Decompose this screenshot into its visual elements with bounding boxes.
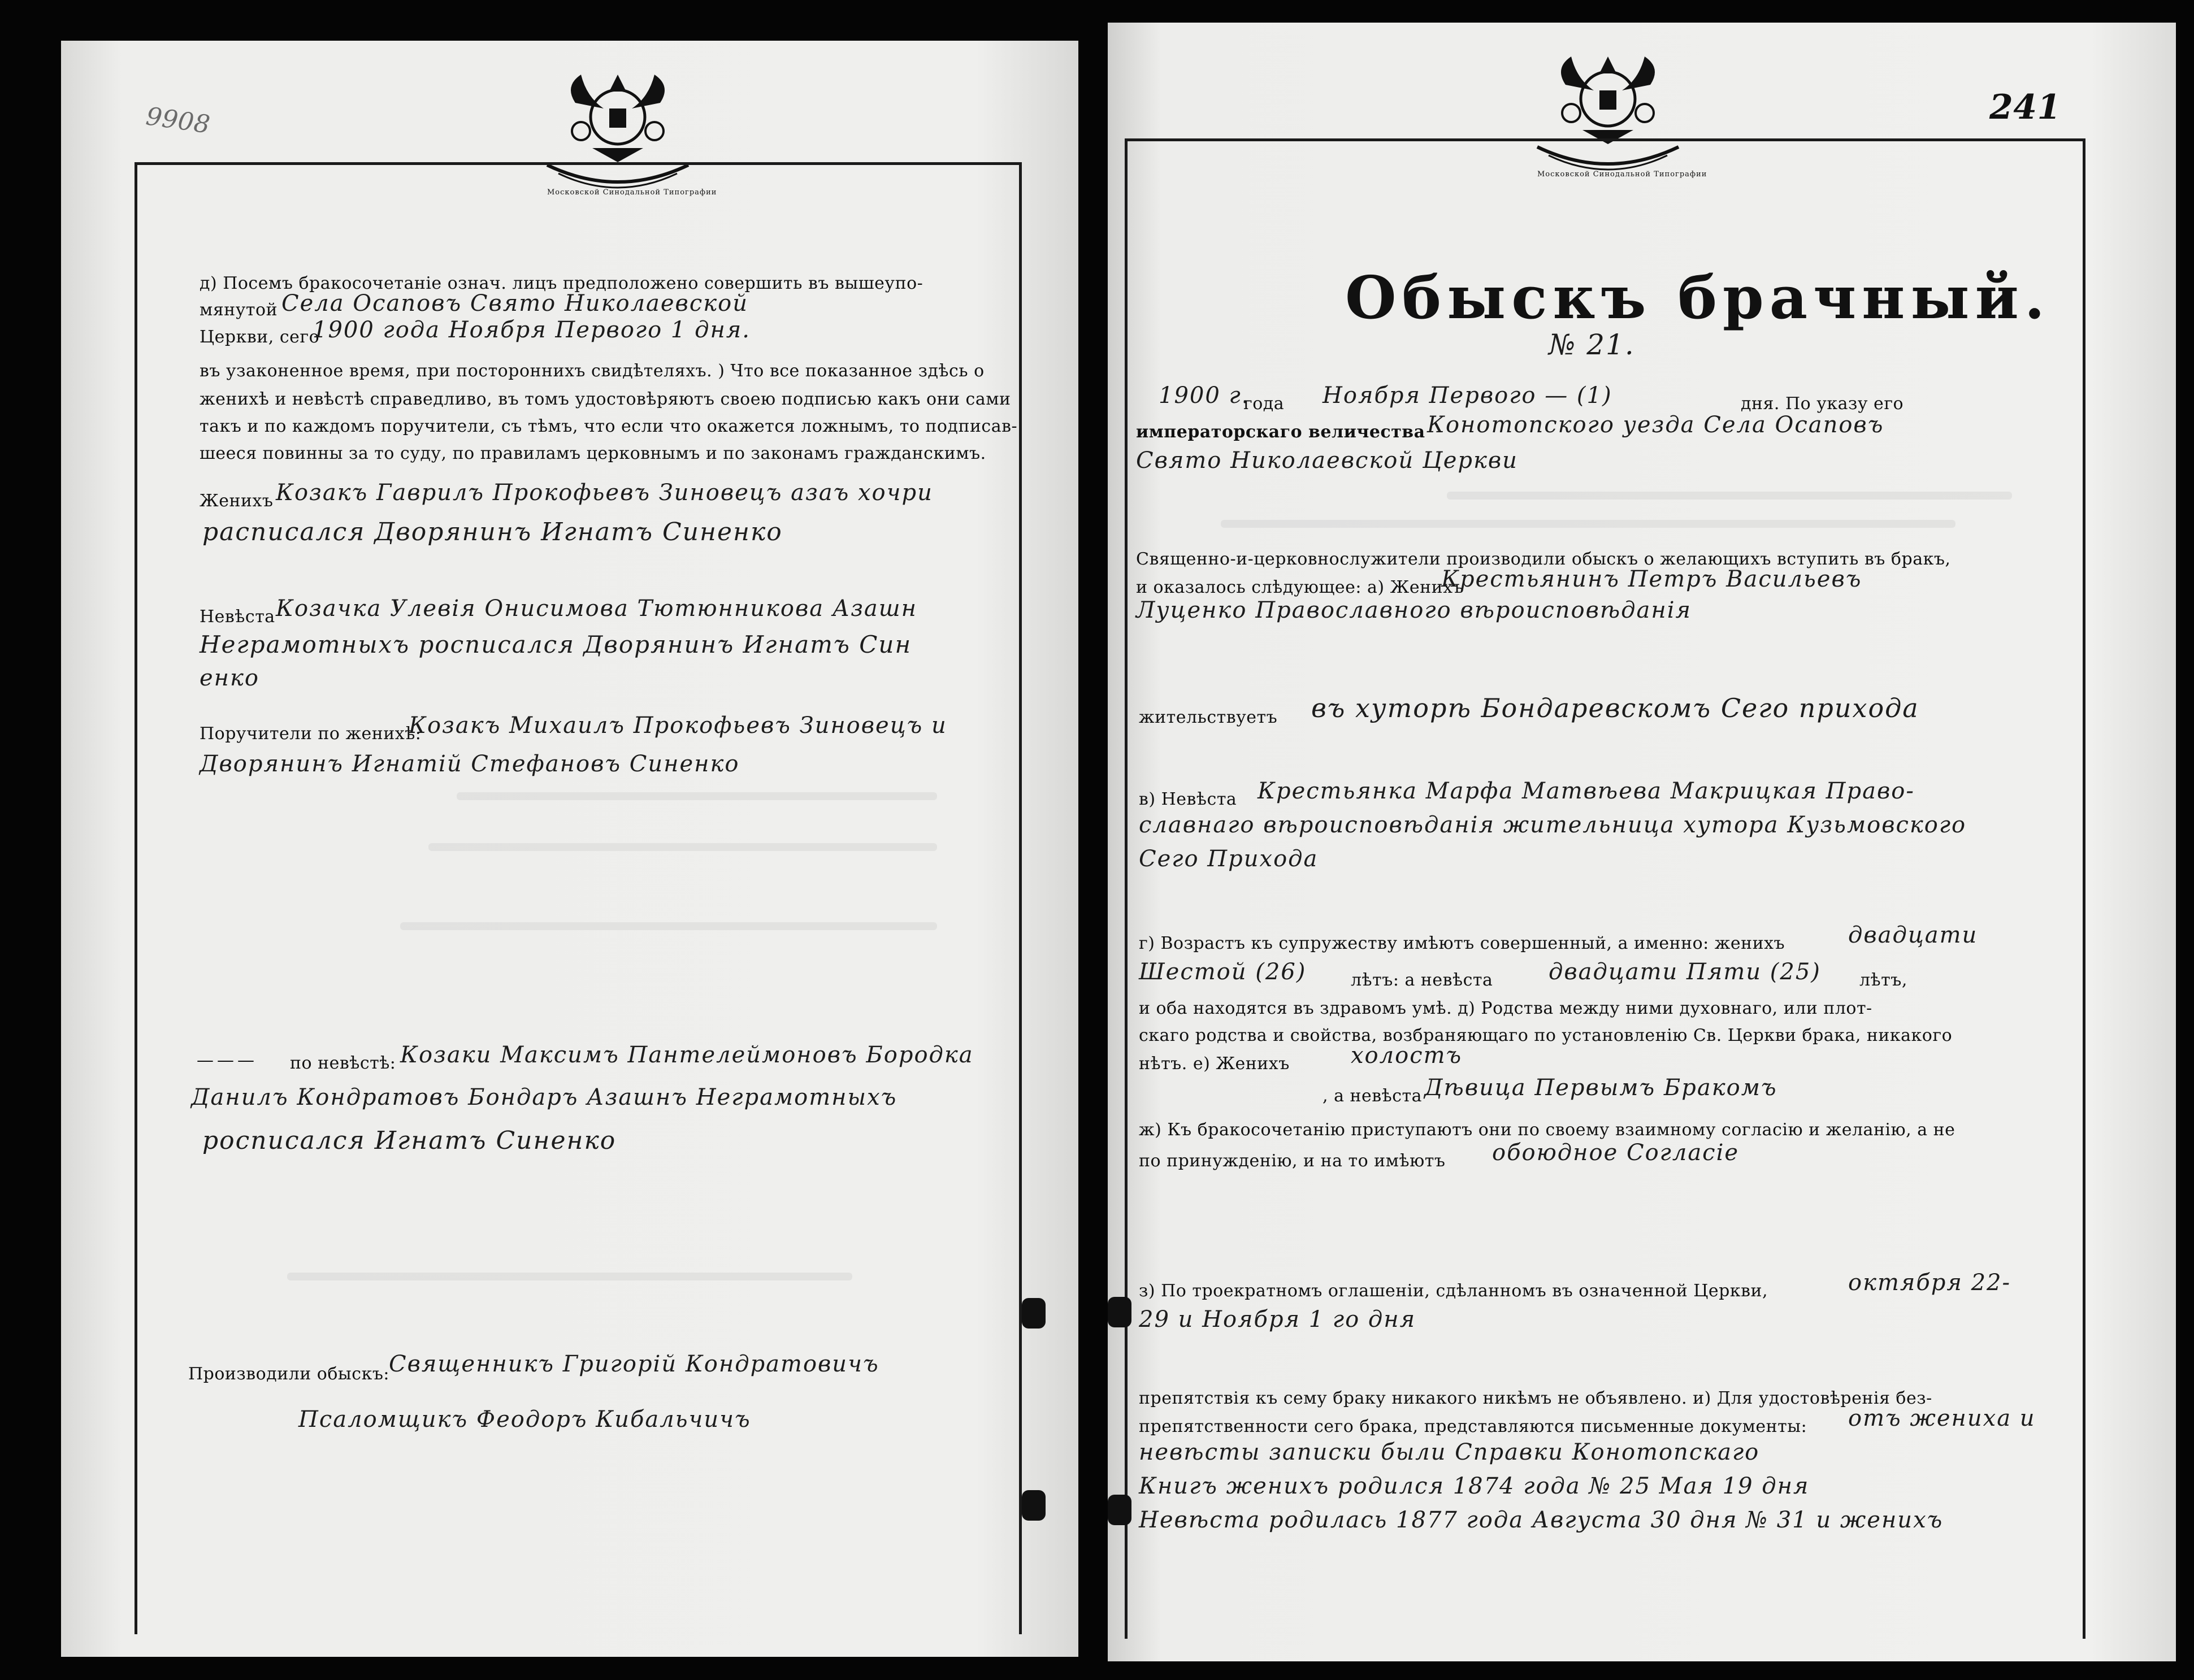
bride-handwriting-1: Козачка Улевiя Онисимова Тютюнникова Азашн <box>276 596 918 622</box>
consent-clause-1: ж) Къ бракосочетанiю приступаютъ они по своему взаимному согласiю и желанiю, а не <box>1139 1120 1955 1140</box>
parish-handwriting-1: Конотопского уезда Села Осаповъ <box>1427 412 1884 438</box>
bleed-through-text <box>1447 492 2012 500</box>
guarantors-bride-handwriting-2: Данилъ Кондратовъ Бондаръ Азашнъ Неграмотныхъ <box>191 1084 897 1110</box>
groom-label: и оказалось слѣдующее: а) Женихъ <box>1136 578 1464 597</box>
documents-handwriting-4: Невѣста родилась 1877 года Августа 30 дня № 31 и женихъ <box>1139 1507 1944 1533</box>
years-label: лѣтъ, <box>1859 970 1907 990</box>
groom-handwriting-1: Козакъ Гаврилъ Прокофьевъ Зиновецъ азаъ хочри <box>276 480 933 506</box>
guarantors-groom-label: Поручители по женихѣ: <box>200 724 422 744</box>
guarantors-bride-dash: ——— <box>197 1050 258 1070</box>
clause-d-line6: такъ и по каждомъ поручители, съ тѣмъ, что если что окажется ложнымъ, то подписав- <box>200 416 1018 436</box>
bride-status-label: , а невѣста <box>1323 1086 1423 1106</box>
emblem-caption: Московской Синодальной Типографии <box>1537 170 1707 179</box>
clause-d-line3-handwriting: 1900 года Ноября Первого 1 дня. <box>313 317 751 343</box>
decree-label: дня. По указу его <box>1741 394 1904 414</box>
document-title: Обыскъ брачный. <box>1345 263 2050 332</box>
right-page <box>1108 23 2176 1661</box>
majesty-label: императорскаго величества <box>1136 422 1425 442</box>
groom-handwriting-2: расписался Дворянинъ Игнатъ Синенко <box>202 518 783 546</box>
bride-handwriting-2: Неграмотныхъ росписался Дворянинъ Игнатъ Син <box>200 631 912 658</box>
guarantors-bride-label: по невѣстѣ: <box>290 1053 396 1073</box>
bride-age-handwriting: двадцати Пяти (25) <box>1549 959 1821 985</box>
groom-age-handwriting-1: двадцати <box>1848 922 1978 948</box>
consent-clause-2-label: по принужденiю, и на то имѣютъ <box>1139 1151 1446 1171</box>
documents-handwriting-2: невѣсты записки были Справки Конотопскаго <box>1139 1439 1760 1465</box>
banns-clause-label: з) По троекратномъ оглашенiи, сдѣланномъ въ означенной Церкви, <box>1139 1281 1768 1301</box>
bleed-through-text <box>287 1273 852 1280</box>
date-year-handwriting: 1900 г. <box>1159 383 1250 409</box>
bride-label: Невѣста <box>200 607 275 627</box>
binding-clip <box>1108 1495 1131 1525</box>
bride-handwriting-3: Сего Прихода <box>1139 846 1319 872</box>
date-day-handwriting: Ноября Первого — (1) <box>1323 383 1612 409</box>
bride-label: в) Невѣста <box>1139 789 1237 809</box>
documents-handwriting-3: Книгъ женихъ родился 1874 года № 25 Мая 19 дня <box>1139 1473 1810 1499</box>
pencil-note: 9908 <box>144 102 213 140</box>
kinship-clause-2: скаго родства и свойства, возбраняющаго по установленiю Св. Церкви брака, никакого <box>1139 1026 1953 1045</box>
bride-handwriting-1: Крестьянка Марфа Матвѣева Макрицкая Право- <box>1258 778 1915 804</box>
bleed-through-text <box>428 843 937 851</box>
bride-handwriting-3: енко <box>200 665 259 691</box>
clause-d-line4: въ узаконенное время, при постороннихъ свидѣтеляхъ. ) Что все показанное здѣсь о <box>200 361 985 381</box>
documents-label: препятственности сего брака, представляются письменные документы: <box>1139 1417 1807 1436</box>
performed-by-handwriting-1: Священникъ Григорiй Кондратовичъ <box>389 1351 879 1377</box>
bride-status-handwriting: Дѣвица Первымъ Бракомъ <box>1424 1075 1777 1101</box>
groom-handwriting-2: Луценко Православного вѣроисповѣданiя <box>1136 597 1692 623</box>
bleed-through-text <box>1221 520 1955 528</box>
left-page <box>61 41 1078 1657</box>
date-year-label: года <box>1243 394 1285 414</box>
guarantors-bride-handwriting-1: Козаки Максимъ Пантелеймоновъ Бородка <box>400 1042 974 1068</box>
residence-label: жительствуетъ <box>1139 707 1278 727</box>
consent-handwriting: обоюдное Согласiе <box>1492 1140 1740 1166</box>
clause-d-line1: д) Посемъ бракосочетанiе означ. лицъ предположено совершить въ вышеупо- <box>200 274 923 293</box>
groom-label: Женихъ <box>200 491 274 511</box>
clause-d-line3-label: Церкви, сего <box>200 327 320 347</box>
age-clause-label: г) Возрастъ къ супружеству имѣютъ совершенный, а именно: женихъ <box>1139 934 1785 953</box>
clause-d-line2-label: мянутой <box>200 300 278 320</box>
banns-handwriting-1: октября 22- <box>1848 1270 2011 1296</box>
performed-by-label: Производили обыскъ: <box>188 1364 390 1384</box>
documents-handwriting-1: отъ жениха и <box>1848 1405 2036 1431</box>
groom-status-handwriting: холостъ <box>1351 1043 1463 1069</box>
parish-handwriting-2: Свято Николаевской Церкви <box>1136 448 1518 474</box>
bride-age-label: лѣтъ: а невѣста <box>1351 970 1493 990</box>
residence-handwriting: въ хуторѣ Бондаревскомъ Сего прихода <box>1311 693 1919 723</box>
record-number: № 21. <box>1549 328 1635 361</box>
groom-status-label: нѣтъ. е) Женихъ <box>1139 1054 1290 1074</box>
binding-clip <box>1022 1490 1046 1521</box>
page-number: 241 <box>1989 88 2061 127</box>
kinship-clause-1: и оба находятся въ здравомъ умѣ. д) Родства между ними духовнаго, или плот- <box>1139 999 1872 1018</box>
banns-handwriting-2: 29 и Ноября 1 го дня <box>1139 1306 1416 1332</box>
binding-clip <box>1022 1298 1046 1329</box>
bleed-through-text <box>457 792 937 800</box>
guarantors-groom-handwriting-2: Дворянинъ Игнатiй Стефановъ Синенко <box>200 751 740 777</box>
bride-handwriting-2: славнаго вѣроисповѣданiя жительница хутора Кузьмовского <box>1139 812 1967 838</box>
impediment-clause: препятствiя къ сему браку никакого никѣмъ не объявлено. и) Для удостовѣренiя без- <box>1139 1388 1932 1408</box>
guarantors-bride-handwriting-3: росписался Игнатъ Синенко <box>202 1126 617 1155</box>
bleed-through-text <box>400 922 937 930</box>
groom-age-handwriting-2: Шестой (26) <box>1139 959 1307 985</box>
guarantors-groom-handwriting-1: Козакъ Михаилъ Прокофьевъ Зиновецъ и <box>409 713 947 739</box>
groom-handwriting-1: Крестьянинъ Петръ Васильевъ <box>1441 566 1862 592</box>
binding-clip <box>1108 1297 1131 1327</box>
performed-by-handwriting-2: Псаломщикъ Феодоръ Кибальчичъ <box>298 1406 751 1432</box>
clergy-statement: Священно-и-церковнослужители производили обыскъ о желающихъ вступить въ бракъ, <box>1136 549 1951 569</box>
emblem-caption: Московской Синодальной Типографии <box>547 188 717 197</box>
clause-d-line2-handwriting: Села Осаповъ Свято Николаевской <box>281 290 748 316</box>
clause-d-line5: женихѣ и невѣстѣ справедливо, въ томъ удостовѣряютъ своею подписью какъ они сами <box>200 389 1011 409</box>
clause-d-line7: шееся повинны за то суду, по правиламъ церковнымъ и по законамъ гражданскимъ. <box>200 444 986 463</box>
